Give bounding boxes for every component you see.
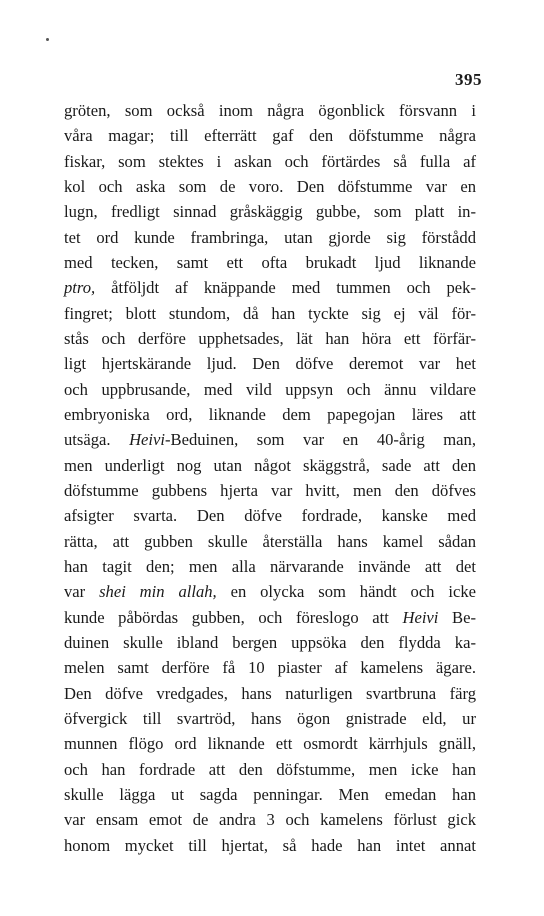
text-line [64,655,476,680]
text-run: en olycka som händt och icke [216,582,476,602]
text-line [64,427,476,452]
text-run: utsäga. [64,430,130,450]
text-line [64,98,476,123]
text-line [64,757,476,782]
text-run: munnen flögo ord liknande ett osmordt kärrhjuls gnäll, [64,734,476,754]
text-line [64,731,476,756]
text-run: Be- [438,607,476,627]
page-number: 395 [455,70,482,89]
text-run: afsigter svarta. Den döfve fordrade, kanske med [64,506,476,526]
text-run: ligt hjertskärande ljud. Den döfve deremot var het [64,354,476,374]
text-run: skulle lägga ut sagda penningar. Men emedan han [64,784,476,804]
italic-text-run: Heivi [402,607,439,627]
text-line [64,782,476,807]
text-line [64,326,476,351]
text-run: -Beduinen, som var en 40-årig man, [165,430,476,450]
text-run: lugn, fredligt sinnad gråskäggig gubbe, som platt in- [64,202,476,222]
text-run: öfvergick till svartröd, hans ögon gnistrade eld, ur [64,708,476,728]
text-run: tet ord kunde frambringa, utan gjorde sig förstådd [64,227,476,247]
text-line [64,250,476,275]
italic-text-run: ptro, [64,278,96,298]
text-line [64,554,476,579]
text-run: åtföljdt af knäppande med tummen och pek- [95,278,476,298]
text-run: var ensam emot de andra 3 och kamelens förlust gick [64,810,476,830]
text-line [64,225,476,250]
text-line [64,377,476,402]
text-run: och han fordrade att den döfstumme, men icke han [64,759,476,779]
text-line [64,503,476,528]
text-line [64,681,476,706]
text-run: var [64,582,100,602]
text-run: han tagit den; men alla närvarande invände att det [64,556,476,576]
text-run: och uppbrusande, med vild uppsyn och ännu vildare [64,379,476,399]
text-run: Den döfve vredgades, hans naturligen svartbruna färg [64,683,476,703]
text-line [64,529,476,554]
text-run: fiskar, som stektes i askan och förtärdes så fulla af [64,151,476,171]
text-run: kol och aska som de voro. Den döfstumme var en [64,176,476,196]
text-run: melen samt derföre få 10 piaster af kamelens ägare. [64,658,476,678]
text-run: våra magar; till efterrätt gaf den döfstumme några [64,126,476,146]
text-line [64,630,476,655]
text-line [64,579,476,604]
text-run: stås och derföre upphetsades, lät han höra ett förfär- [64,328,476,348]
text-line [64,605,476,630]
body-text [64,98,476,858]
text-line [64,706,476,731]
text-line [64,174,476,199]
italic-text-run: shei min allah, [99,582,217,602]
text-run: döfstumme gubbens hjerta var hvitt, men den döfves [64,480,476,500]
text-line [64,123,476,148]
text-line [64,199,476,224]
text-line [64,351,476,376]
text-run: med tecken, samt ett ofta brukadt ljud liknande [64,252,476,272]
text-run: honom mycket till hjertat, så hade han intet annat [64,835,476,855]
text-run: rätta, att gubben skulle återställa hans kamel sådan [64,531,476,551]
text-run: fingret; blott stundom, då han tyckte sig ej väl för- [64,303,476,323]
text-line [64,275,476,300]
text-line [64,807,476,832]
italic-text-run: Heivi [129,430,165,450]
text-run: embryoniska ord, liknande dem papegojan läres att [64,404,476,424]
text-line [64,149,476,174]
text-run: gröten, som också inom några ögonblick försvann i [64,101,476,120]
ink-speck [46,38,49,41]
text-line [64,833,476,858]
text-line [64,301,476,326]
text-run: men underligt nog utan något skäggstrå, sade att den [64,455,476,475]
text-line [64,453,476,478]
text-run: duinen skulle ibland bergen uppsöka den flydda ka- [64,632,476,652]
text-run: kunde påbördas gubben, och föreslogo att [64,607,403,627]
text-line [64,478,476,503]
text-line [64,402,476,427]
